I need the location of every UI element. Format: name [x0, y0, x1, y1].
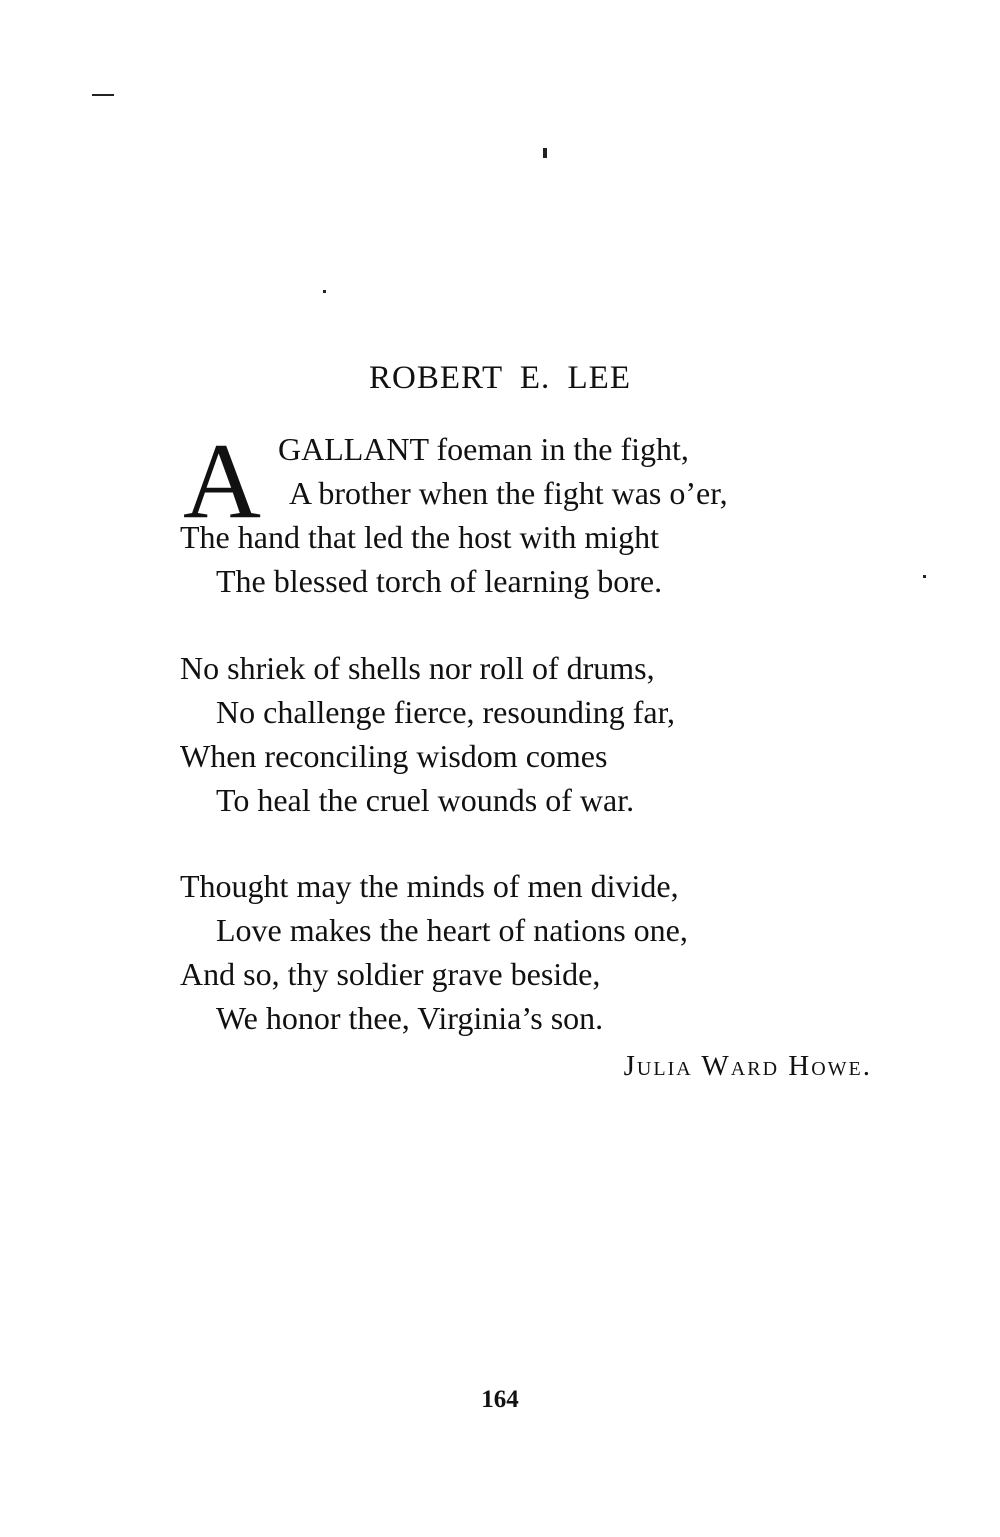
poem-line: To heal the cruel wounds of war. [216, 782, 635, 818]
poem-line: And so, thy soldier grave beside, [180, 956, 601, 992]
scan-speck [323, 290, 326, 293]
poem-line: No shriek of shells nor roll of drums, [180, 650, 655, 686]
poem-line: A brother when the fight was o’er, [289, 475, 728, 511]
scan-speck [923, 575, 926, 578]
poem-line: The blessed torch of learning bore. [216, 563, 663, 599]
poem-line: GALLANT foeman in the fight, [278, 431, 689, 467]
poem-line: No challenge fierce, resounding far, [216, 694, 675, 730]
poem-line: Love makes the heart of nations one, [216, 912, 688, 948]
poem-line: Thought may the minds of men divide, [180, 868, 679, 904]
poem-line: We honor thee, Virginia’s son. [216, 1000, 604, 1036]
drop-cap: A [183, 422, 261, 541]
poem-line: When reconciling wisdom comes [180, 738, 608, 774]
poem-line: The hand that led the host with might [180, 519, 660, 555]
scan-speck [543, 148, 547, 158]
poem-title: ROBERT E. LEE [369, 360, 631, 396]
poem-author: Julia Ward Howe. [623, 1050, 872, 1082]
page-number: 164 [481, 1386, 519, 1413]
scan-speck [92, 94, 114, 96]
